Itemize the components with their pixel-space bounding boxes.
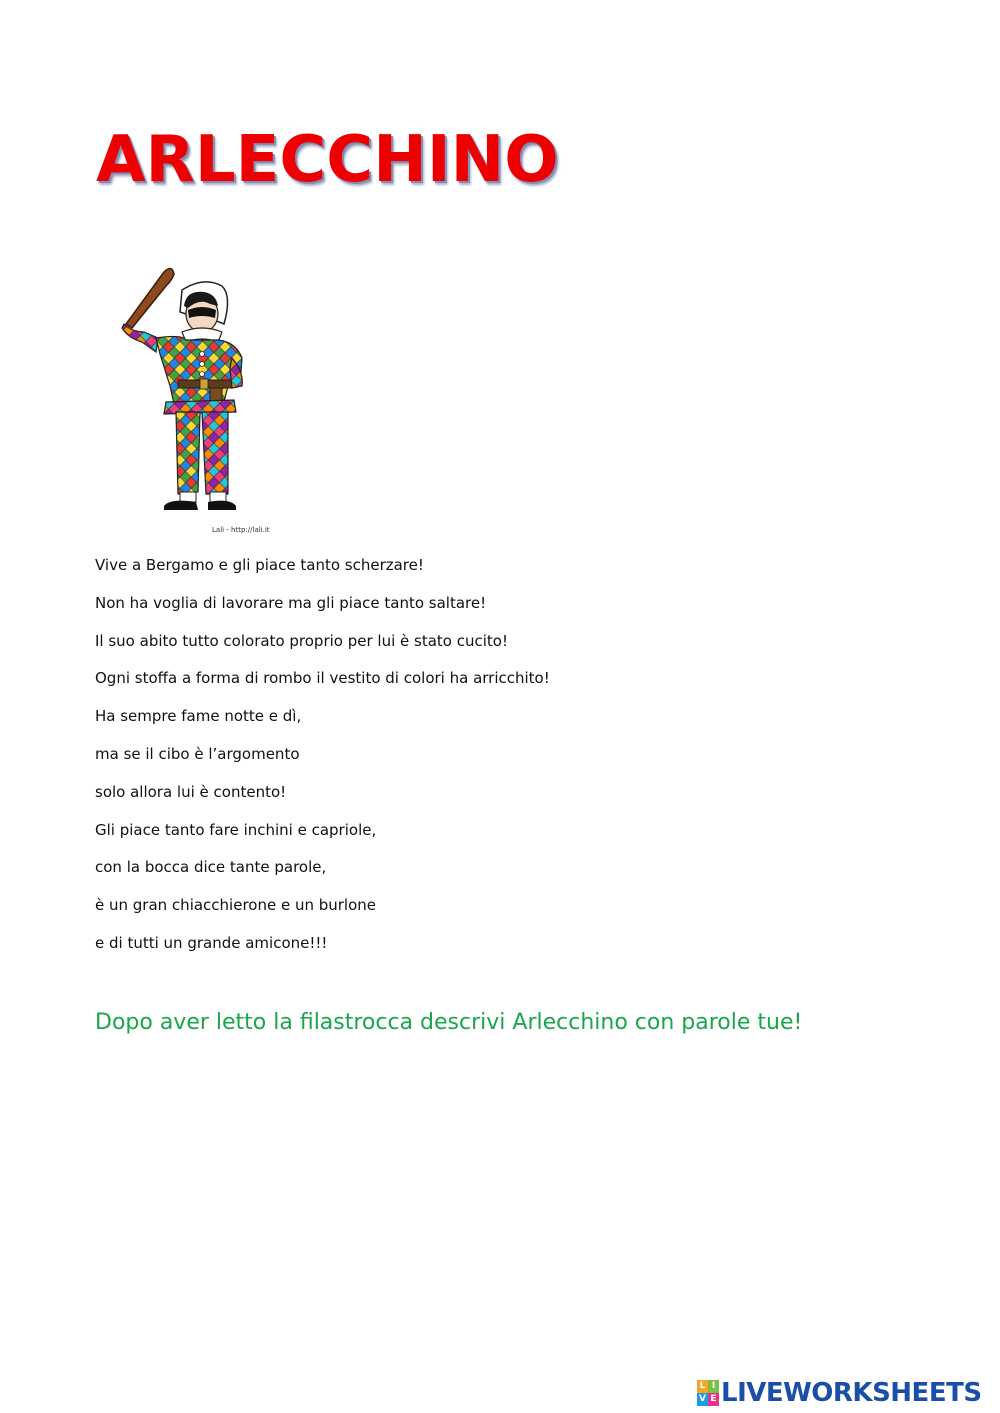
illustration-credit: Lali - http://lali.it <box>212 526 270 534</box>
brand-name: LIVEWORKSHEETS <box>721 1378 982 1408</box>
liveworksheets-logo[interactable] <box>697 1378 982 1408</box>
poem-line: Ogni stoffa a forma di rombo il vestito di colori ha arricchito! <box>95 669 550 688</box>
poem-line: Gli piace tanto fare inchini e capriole, <box>95 820 377 839</box>
harlequin-illustration <box>112 262 282 542</box>
poem-line: Vive a Bergamo e gli piace tanto scherzare! <box>95 556 424 574</box>
poem-line: ma se il cibo è l’argomento <box>95 744 300 763</box>
poem-line: è un gran chiacchierone e un burlone <box>95 896 377 915</box>
liveworksheets-logo-icon: L I V E <box>697 1380 719 1406</box>
poem-line: solo allora lui è contento! <box>95 782 287 801</box>
poem <box>95 555 550 971</box>
poem-line: Ha sempre fame notte e dì, <box>95 707 302 726</box>
instruction-text: Dopo aver letto la filastrocca descrivi Arlecchino con parole tue! <box>95 1010 803 1035</box>
poem-line: Il suo abito tutto colorato proprio per lui è stato cucito! <box>95 631 508 650</box>
poem-line: con la bocca dice tante parole, <box>95 858 327 877</box>
page-title: ARLECCHINO <box>96 123 559 197</box>
poem-line: Non ha voglia di lavorare ma gli piace tanto saltare! <box>95 593 487 612</box>
poem-line: e di tutti un grande amicone!!! <box>95 933 328 952</box>
